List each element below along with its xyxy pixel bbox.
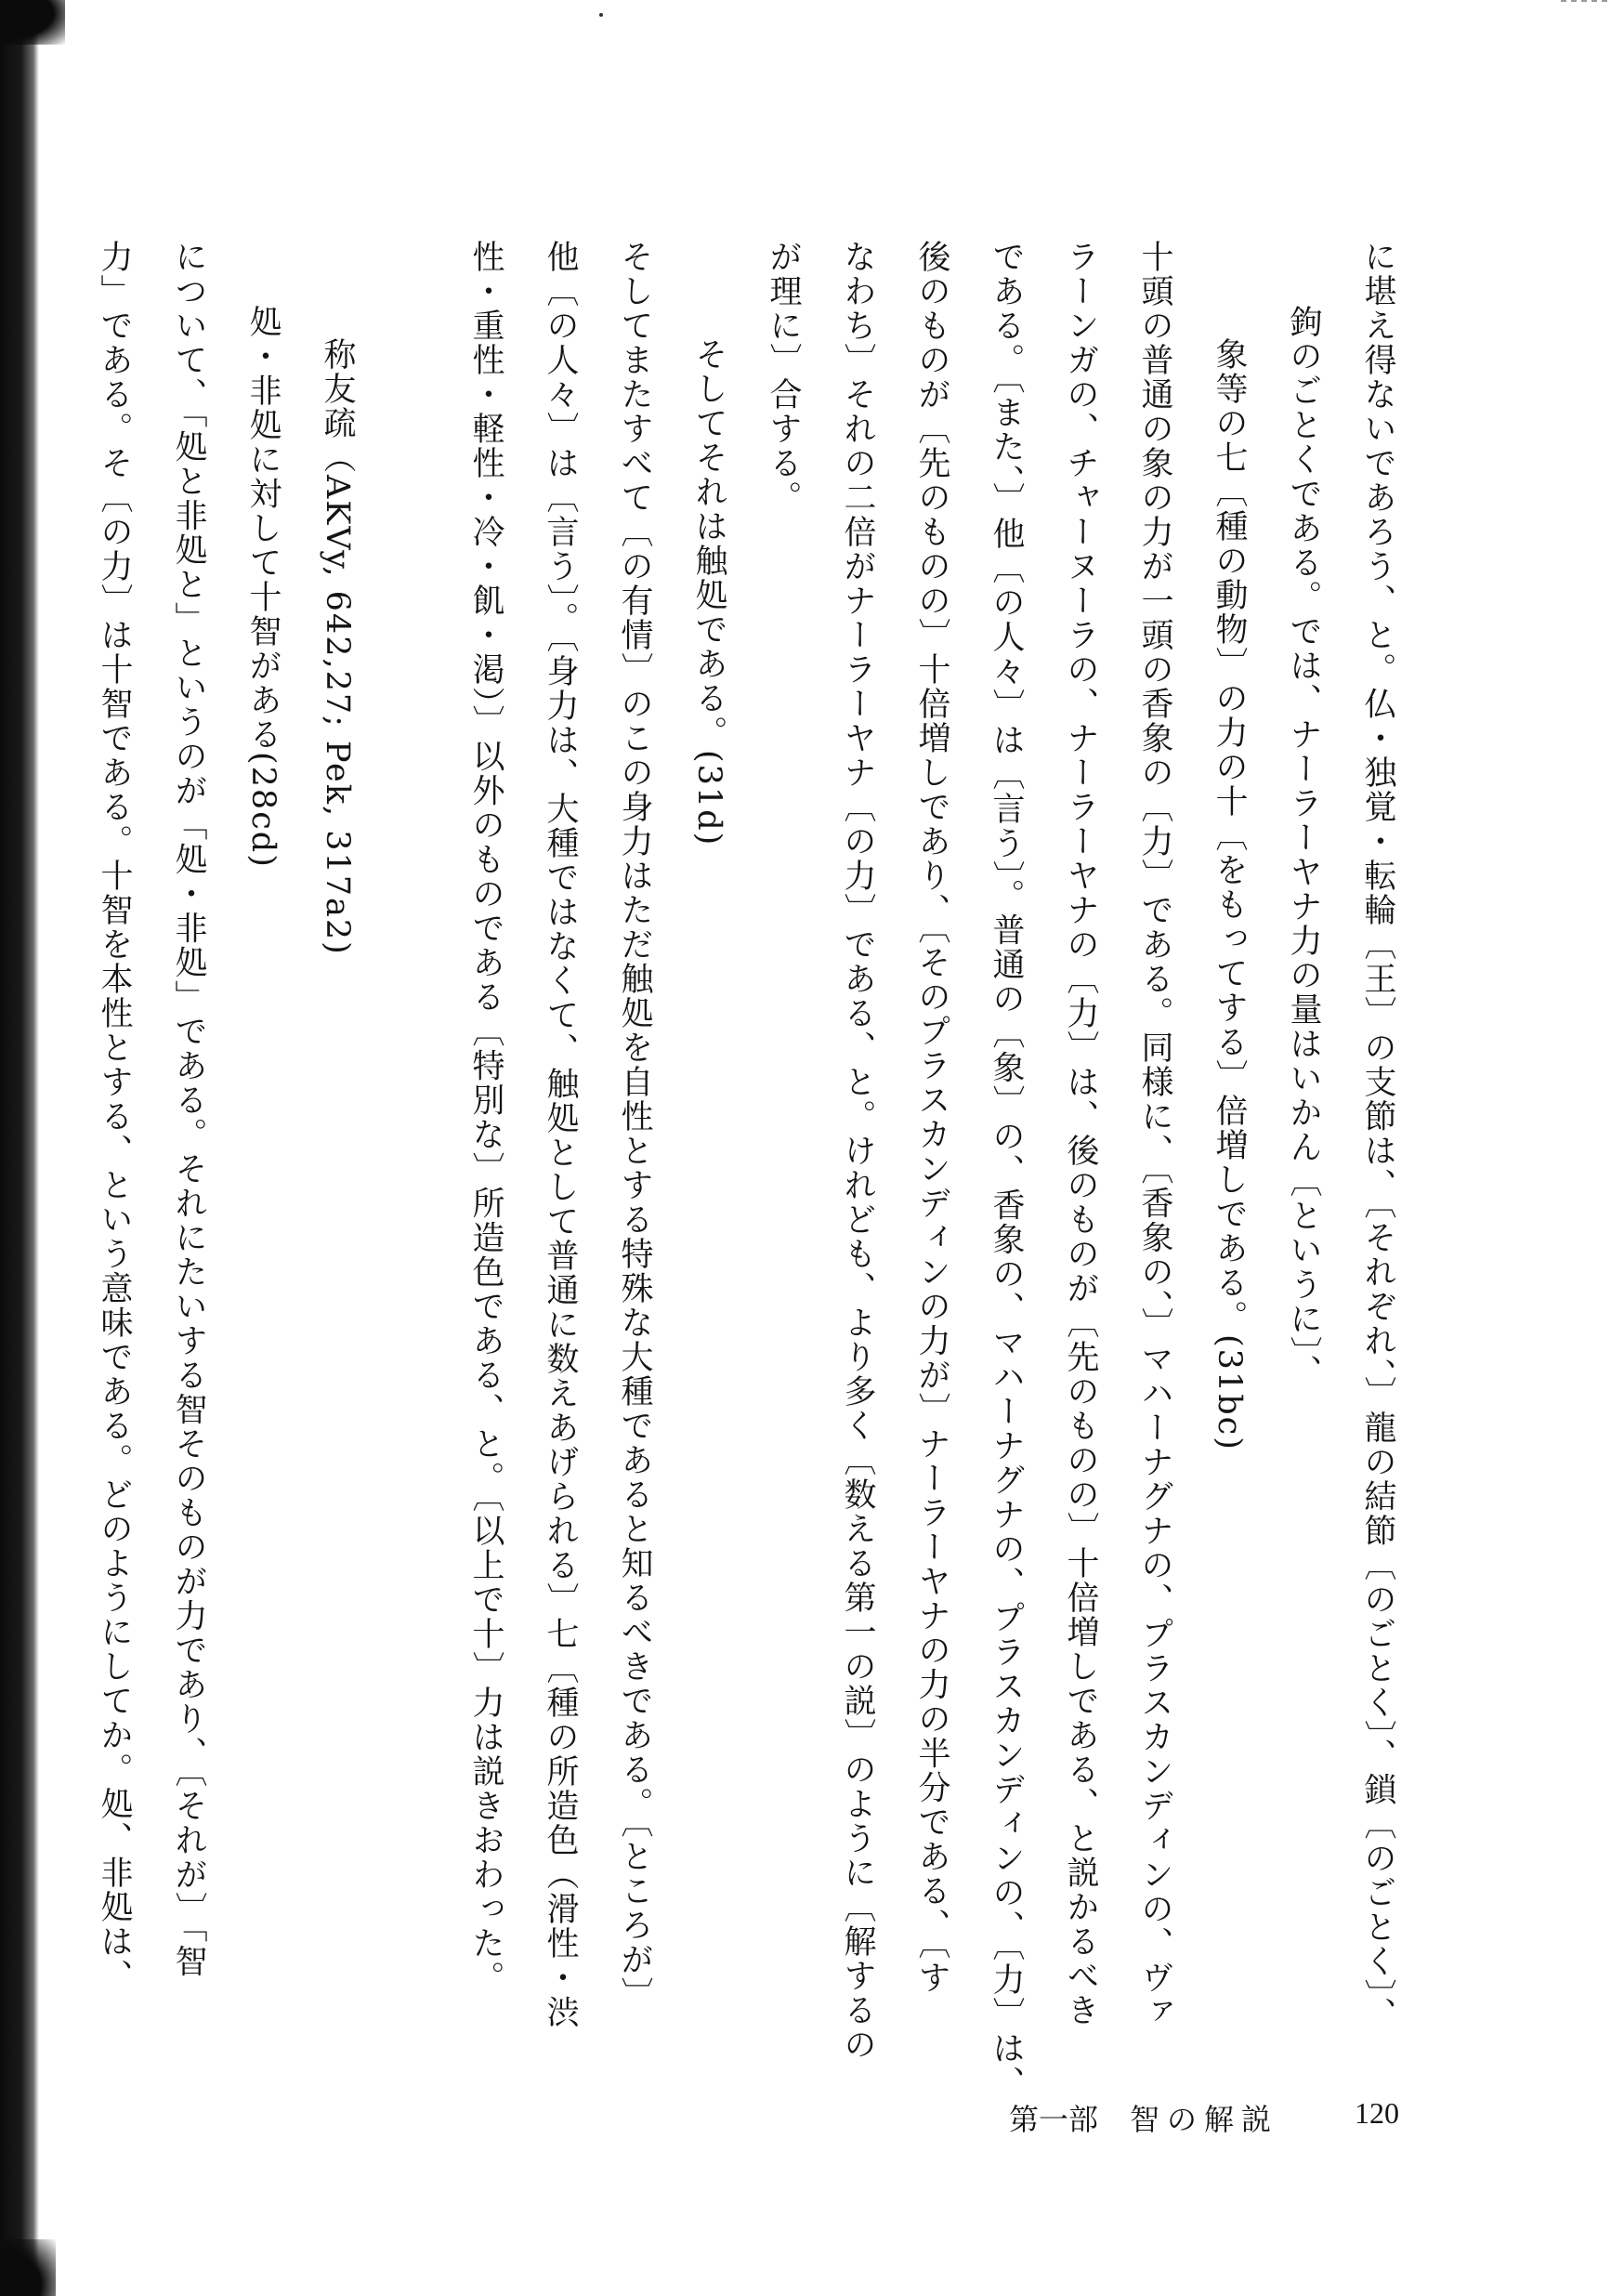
- scan-shadow-top: [0, 0, 65, 45]
- text-line: 鉤のごとくである。では、ナーラーヤナ力の量はいかん〔というに〕、: [1285, 305, 1322, 1389]
- text-line: が理に〕合する。: [765, 240, 802, 515]
- scan-speck: [599, 13, 603, 17]
- text-line: 十頭の普通の象の力が一頭の香象の〔力〕である。同様に、〔香象の、〕マハーナグナの、プラスカンディンの、ヴァ: [1136, 240, 1173, 2029]
- scan-binding-edge: [0, 0, 39, 2296]
- page-number: 120: [1355, 2096, 1399, 2130]
- text-line: 力」である。そ〔の力〕は十智である。十智を本性とする、という意味である。どのようにしてか。処、非処は、: [96, 240, 133, 1993]
- text-line: そしてまたすべて〔の有情〕のこの身力はただ触処を自性とする特殊な大種であると知るべきである。〔ところが〕: [616, 240, 653, 2012]
- section-heading: 称友疏（AKVy, 642,27; Pek, 317a2): [319, 337, 356, 956]
- text-line: 後のものが〔先のものの〕十倍増しであり、〔そのプラスカンディンの力が〕ナーラーヤナの力の半分である、〔す: [913, 240, 950, 1995]
- verse-line: 象等の七〔種の動物〕の力の十〔をもってする〕倍増しである。(31bc): [1211, 337, 1248, 1451]
- scan-edge-marks: [1561, 0, 1607, 7]
- page-footer: [1009, 2096, 1399, 2139]
- text-line: である。〔また、〕他〔の人々〕は〔言う〕。普通の〔象〕の、香象の、マハーナグナの、プラスカンディンの、〔力〕は、: [988, 240, 1025, 2100]
- text-line: なわち〕それの二倍がナーラーヤナ〔の力〕である、と。けれども、より多く〔数える第一の説〕のように〔解するの: [839, 240, 876, 2062]
- text-line: について、「処と非処と」というのが「処・非処」である。それにたいする智そのものが力であり、〔それが〕「智: [170, 240, 207, 1979]
- vertical-body-text: [96, 240, 1415, 2135]
- text-line: 他〔の人々〕は〔言う〕。〔身力は、大種ではなくて、触処として普通に数えあげられる〕七〔種の所造色（滑性・渋: [542, 240, 579, 2029]
- scan-shadow-bottom: [0, 2239, 56, 2296]
- text-line: ラーンガの、チャーヌーラの、ナーラーヤナの〔力〕は、後のものが〔先のものの〕十倍増しである、と説かるべき: [1062, 240, 1099, 2027]
- verse-line: そしてそれは触処である。(31d): [690, 337, 727, 847]
- footer-section: 智の解説: [1130, 2102, 1279, 2137]
- blank-line: [374, 240, 449, 2135]
- footer-part: 第一部: [1009, 2102, 1099, 2137]
- text-line: に堪え得ないであろう、と。仏・独覚・転輪〔王〕の支節は、〔それぞれ、〕龍の結節〔のごとく〕、鎖〔のごとく〕、: [1359, 240, 1396, 2031]
- text-line: 性・重性・軽性・冷・飢・渇）〕以外のものである〔特別な〕所造色である、と。〔以上で十〕力は説きおわった。: [467, 240, 504, 1995]
- verse-line: 処・非処に対して十智がある(28cd): [244, 305, 282, 869]
